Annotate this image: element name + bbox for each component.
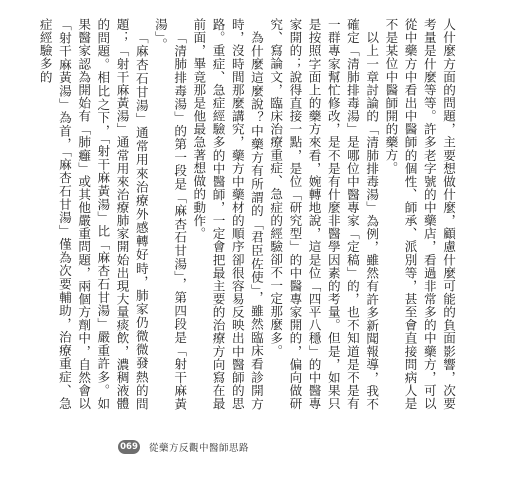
paragraph-4: 「清肺排毒湯」的第一段是「麻杏石甘湯」，第四段是「射干麻黃湯」。 — [152, 18, 188, 410]
page-number: 069 — [118, 440, 140, 454]
paragraph-3: 為什麼這麼說？中藥方有所謂的「君臣佐使」，雖然臨床看診開方時，沒時間那麼講究，藥方中藥材的順序卻很容易反映出中醫師的思路。重症、急症經驗多的中醫師，一定會把最主要的治療方向寫在最前面，畢竟那是他最急著想做的動作。 — [191, 18, 264, 410]
page-footer — [118, 440, 249, 454]
paragraph-2: 以上一章討論的「清肺排毒湯」為例，雖然有許多新聞報導，我不確定「清肺排毒湯」是哪位中醫專家「定稿」的，也不知道是不是有一群專家幫忙修改，是不是有什麼非醫學因素的考量。但是，如果只是按照字面上的藥方來看，婉轉地說，這是位「四平八穩」的中醫專家開的；說得直接一點，是位「研究型」的中醫專家開的，偏向做研究、寫論文，臨床治療重症、急症的經驗卻不一定那麼多。 — [268, 18, 380, 410]
paragraph-1: 人什麼方面的問題，主要想做什麼，顧慮什麼可能的負面影響，次要考量是什麼等等。許多老字號的中藥店，看過非常多的中藥方，可以從中藥方中看出中醫師的個性、師承、派別等，甚至會直接問病人是不是某位中醫師開的藥方。 — [383, 18, 456, 410]
running-title: 從藥方反觀中醫師思路 — [149, 443, 250, 454]
paragraph-5: 「麻杏石甘湯」通常用來治療外感轉好時，肺家仍微微發熱的問題；「射干麻黃湯」通常用來治療肺家開始出現大量痰飲，濃稠液體的問題。相比之下，「射干麻黃湯」比「麻杏石甘湯」嚴重許多。如果醫家認為開始有「肺癰」或其他嚴重問題，兩個方劑中，自然會以「射干麻黃湯」為首，「麻杏石甘湯」僅為次要輔助，治療重症、急症經驗多的 — [37, 18, 149, 410]
body-text — [37, 18, 458, 410]
